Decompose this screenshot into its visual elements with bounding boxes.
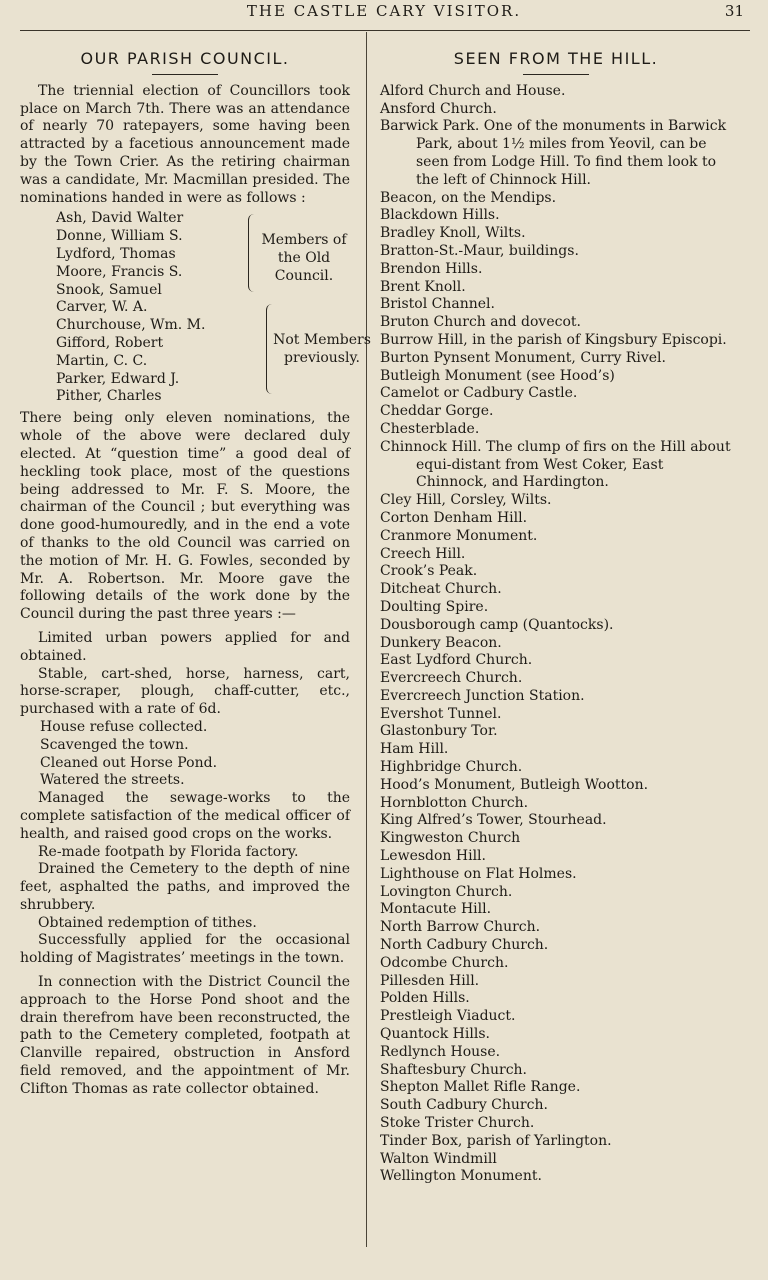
place-entry: King Alfred’s Tower, Stourhead. [380,812,607,829]
section-heading-parish-council: OUR PARISH COUNCIL. [80,49,290,68]
heading-rule [523,74,589,75]
place-entry: South Cadbury Church. [380,1097,548,1114]
place-entry: Beacon, on the Mendips. [380,189,557,206]
nominee: Lydford, Thomas [56,245,176,262]
place-entry: Ditcheat Church. [380,581,502,598]
place-entry: Quantock Hills. [380,1026,490,1043]
place-entry: Lighthouse on Flat Holmes. [380,865,577,882]
nominee: Parker, Edward J. [56,370,180,387]
section-heading-seen-from-hill: SEEN FROM THE HILL. [453,49,659,68]
place-entry: Stoke Trister Church. [380,1115,535,1132]
place-entry: Hood’s Monument, Butleigh Wootton. [380,776,649,793]
place-entry: Walton Windmill [380,1150,497,1167]
place-entry: Montacute Hill. [380,901,492,918]
place-entry: Odcombe Church. [380,954,509,971]
place-entry: Alford Church and House. [380,82,566,99]
work-item: Watered the streets. [40,772,185,789]
nominee: Ash, David Walter [56,210,184,227]
place-entry: Brendon Hills. [380,260,483,277]
place-entry: Kingweston Church [380,830,521,847]
nominations-list [20,210,371,405]
work-item: Successfully applied for the occasional holding of Magistrates’ meetings in the town. [20,932,350,967]
place-entry: Lewesdon Hill. [380,848,486,865]
place-entry: Chesterblade. [380,420,480,437]
work-item: Re-made footpath by Florida factory. [38,843,299,860]
election-result-paragraph: There being only eleven nominations, the whole of the above were declared duly elected. At “question time” a good deal of heckling took place, most of the questions being addressed to Mr. F. S. Moore, the chairman of the Council ; but everything was done good-humouredly, and in the end a vote of thanks to the old Council was carried on the motion of Mr. H. G. Fowles, seconded by Mr. A. Robertson. Mr. Moore gave the following details of the work done by the Council during the past three years :— [20,410,350,623]
running-head [0,2,768,24]
place-entry: Bruton Church and dovecot. [380,314,581,331]
work-item: Managed the sewage-works to the complete satisfaction of the medical officer of health, and raised good crops on the works. [20,790,350,842]
place-entry: Creech Hill. [380,545,466,562]
place-entry: Dunkery Beacon. [380,634,502,651]
place-entry: Bristol Channel. [380,296,495,313]
header-rule [20,30,750,31]
place-entry: Wellington Monument. [380,1168,542,1185]
work-item: Stable, cart-shed, horse, harness, cart, horse-scraper, plough, chaff-cutter, etc., purchased with a rate of 6d. [20,665,350,718]
column-divider [366,32,367,1247]
place-entry: Hornblotton Church. [380,794,529,811]
place-entry: Barwick Park. One of the monuments in Barwick Park, about 1½ miles from Yeovil, can be seen from Lodge Hill. To find them look to the left of Chinnock Hill. [380,118,727,188]
work-item: Cleaned out Horse Pond. [40,754,218,771]
new-members-label: Not Members previously. [273,332,371,367]
place-entry: Lovington Church. [380,883,513,900]
old-council-label: Members of the Old Council. [261,232,347,284]
place-entry: Brent Knoll. [380,278,466,295]
place-entry: Bradley Knoll, Wilts. [380,225,526,242]
place-entry: Highbridge Church. [380,759,523,776]
running-title: THE CASTLE CARY VISITOR. [246,2,522,20]
intro-paragraph: The triennial election of Councillors took place on March 7th. There was an attendance of nearly 70 ratepayers, some having been attracted by a facetious announcement made by the Town Crier. As the retiring chairman was a candidate, Mr. Macmillan presided. The nominations handed in were as follows : [20,82,350,206]
nominee: Snook, Samuel [56,281,162,298]
work-item: House refuse collected. [40,718,208,735]
place-entry: Blackdown Hills. [380,207,500,224]
place-entry: Redlynch House. [380,1043,501,1060]
council-work-list [20,630,350,968]
place-entry: Burton Pynsent Monument, Curry Rivel. [380,349,666,366]
place-entry: Doulting Spire. [380,598,489,615]
place-entry: Ansford Church. [380,100,497,117]
nominee-names [56,210,246,406]
place-entry: Cheddar Gorge. [380,403,494,420]
heading-rule [152,74,218,75]
nominee: Carver, W. A. [56,299,148,316]
right-column [380,40,732,1186]
place-entry: Crook’s Peak. [380,563,478,580]
page-number: 31 [724,2,744,20]
place-entry: North Barrow Church. [380,919,541,936]
work-item: Obtained redemption of tithes. [38,914,257,931]
place-entry: Evercreech Junction Station. [380,687,585,704]
place-entry: Cley Hill, Corsley, Wilts. [380,492,552,509]
place-entry: Butleigh Monument (see Hood’s) [380,367,615,384]
place-entry: Burrow Hill, in the parish of Kingsbury Episcopi. [380,331,727,348]
place-entry: Evercreech Church. [380,670,523,687]
place-entry: Pillesden Hill. [380,972,480,989]
place-entry: Ham Hill. [380,741,449,758]
left-column [20,40,371,1099]
place-entry: Camelot or Cadbury Castle. [380,385,578,402]
place-entry: Dousborough camp (Quantocks). [380,616,614,633]
nominee: Martin, C. C. [56,352,148,369]
work-item: Scavenged the town. [40,736,189,753]
place-entry: Shepton Mallet Rifle Range. [380,1079,581,1096]
work-item: Drained the Cemetery to the depth of nine feet, asphalted the paths, and improved the shrubbery. [20,861,350,913]
place-entry: Evershot Tunnel. [380,705,502,722]
nominee: Donne, William S. [56,228,183,245]
place-entry: Corton Denham Hill. [380,509,528,526]
place-entry: Glastonbury Tor. [380,723,498,740]
nominee: Moore, Francis S. [56,263,183,280]
place-entry: East Lydford Church. [380,652,533,669]
place-entry: North Cadbury Church. [380,937,549,954]
place-entry: Cranmore Monument. [380,527,538,544]
place-entry: Polden Hills. [380,990,470,1007]
nominee: Pither, Charles [56,388,162,405]
place-entry: Tinder Box, parish of Yarlington. [380,1132,612,1149]
place-entry: Prestleigh Viaduct. [380,1008,516,1025]
district-council-paragraph: In connection with the District Council the approach to the Horse Pond shoot and the drain therefrom have been reconstructed, the path to the Cemetery completed, footpath at Clanville repaired, obstruction in Ansford field removed, and the appointment of Mr. Clifton Thomas as rate collector obtained. [20,974,350,1097]
place-entry: Bratton-St.-Maur, buildings. [380,242,579,259]
places-list [380,83,732,1186]
nominee: Gifford, Robert [56,334,164,351]
nominee: Churchouse, Wm. M. [56,317,206,334]
place-entry: Chinnock Hill. The clump of firs on the Hill about equi-distant from West Coker, East Chinnock, and Hardington. [380,438,731,491]
place-entry: Shaftesbury Church. [380,1061,528,1078]
work-item: Limited urban powers applied for and obtained. [20,629,350,664]
